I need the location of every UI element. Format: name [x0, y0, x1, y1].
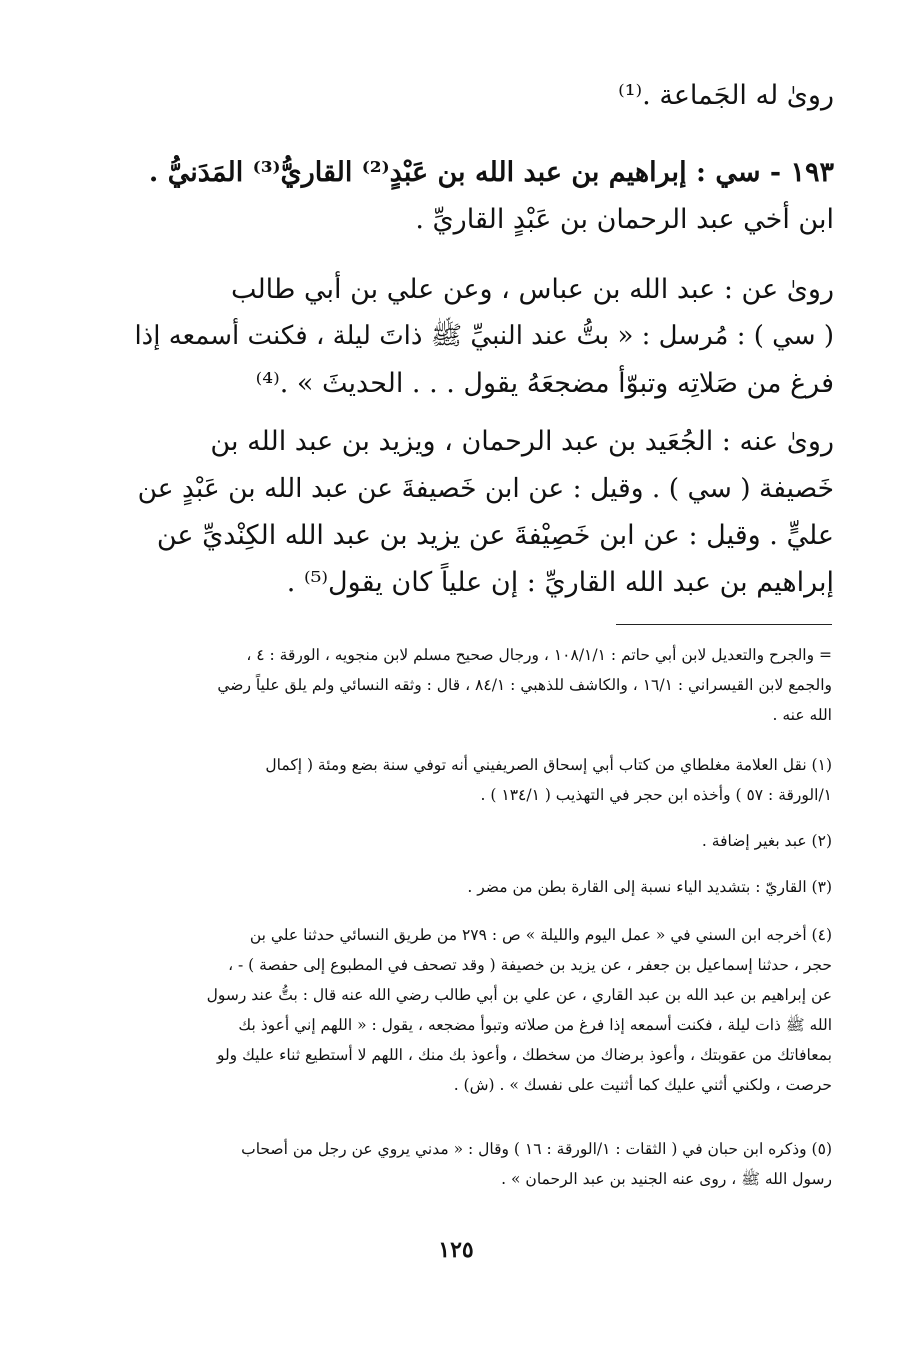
footnote-2	[136, 826, 832, 856]
footnote-line: بمعافاتك من عقوبتك ، وأعوذ برضاك من سخطك ، وأعوذ بك منك ، اللهم لا أستطيع ثناء عليك ولو	[216, 1046, 832, 1064]
text-line: عليٍّ . وقيل : عن ابن خَصِيْفةَ عن يزيد بن عبد الله الكِنْديِّ عن	[156, 520, 834, 551]
footnote-1	[136, 750, 832, 810]
footnote-line: (٢) عبد بغير إضافة .	[701, 832, 832, 850]
page-number: ١٢٥	[438, 1237, 474, 1263]
footnote-4	[136, 920, 832, 1100]
text-line: ( سي ) : مُرسل : « بتُّ عند النبيِّ ﷺ ذاتَ ليلة ، فكنت أسمعه إذا	[134, 321, 834, 351]
entry-subtitle-line: ابن أخي عبد الرحمان بن عَبْدٍ القاريِّ .	[415, 204, 834, 235]
footnote-line: عن إبراهيم بن عبد الله بن عبد القاري ، عن علي بن أبي طالب رضي الله عنه قال : بتُّ عند رسول	[206, 986, 832, 1004]
footnote-line: = والجرح والتعديل لابن أبي حاتم : ١٠٨/١/١ ، ورجال صحيح مسلم لابن منجويه ، الورقة : ٤ ،	[246, 646, 832, 664]
footnote-line: (١) نقل العلامة مغلطاي من كتاب أبي إسحاق الصريفيني أنه توفي سنة بضع ومئة ( إكمال	[265, 756, 832, 774]
text-line: فرغ من صَلاتِه وتبوّأ مضجعَهُ يقول . . . الحديثَ » .⁽⁴⁾	[255, 368, 834, 399]
footnote-5	[136, 1134, 832, 1194]
footnote-line: (٣) القاريّ : بتشديد الياء نسبة إلى القارة بطن من مضر .	[467, 878, 832, 896]
footnote-continuation	[136, 640, 832, 730]
top-line	[134, 72, 834, 119]
footnote-line: حجر ، حدثنا إسماعيل بن جعفر ، عن يزيد بن خصيفة ( وقد تصحف في المطبوع إلى حفصة ) - ،	[228, 956, 832, 974]
footnote-line: حرصت ، ولكني أثني عليك كما أثنيت على نفسك » . (ش) .	[453, 1076, 832, 1094]
text-line: روىٰ عن : عبد الله بن عباس ، وعن علي بن أبي طالب	[230, 274, 834, 305]
footnote-line: الله عنه .	[772, 706, 832, 724]
footnote-line: والجمع لابن القيسراني : ١٦/١ ، والكاشف للذهبي : ٨٤/١ ، قال : وثقه النسائي ولم يلق علياً رضي	[217, 676, 832, 694]
footnote-line: (٤) أخرجه ابن السني في « عمل اليوم والليلة » ص : ٢٧٩ من طريق النسائي حدثنا علي بن	[249, 926, 832, 944]
footnote-line: الله ﷺ ذات ليلة ، فكنت أسمعه إذا فرغ من صلاته وتبوأ مضجعه ، يقول : « اللهم إني أعوذ بك	[238, 1016, 832, 1034]
narrated-by-paragraph	[134, 418, 834, 606]
footnote-line: (٥) وذكره ابن حبان في ( الثقات : ١/الورقة : ١٦ ) وقال : « مدني يروي عن رجل من أصحاب	[241, 1140, 832, 1158]
text-line: روىٰ عنه : الجُعَيد بن عبد الرحمان ، ويزيد بن عبد الله بن	[210, 426, 834, 457]
footnote-line: ١/الورقة : ٥٧ ) وأخذه ابن حجر في التهذيب ( ١٣٤/١ ) .	[480, 786, 832, 804]
footnote-3	[136, 872, 832, 902]
footnote-line: رسول الله ﷺ ، روى عنه الجنيد بن عبد الرحمان » .	[501, 1170, 832, 1188]
text-line: روىٰ له الجَماعة .⁽¹⁾	[618, 80, 834, 111]
narrated-from-paragraph	[134, 266, 834, 407]
entry-title-line: ١٩٣ - سي : إبراهيم بن عبد الله بن عَبْدٍ⁽²⁾ القاريُّ⁽³⁾ المَدَنيُّ .	[148, 157, 834, 188]
footnote-separator	[616, 624, 832, 625]
text-line: خَصيفة ( سي ) . وقيل : عن ابن خَصيفةَ عن عبد الله بن عَبْدٍ عن	[137, 473, 834, 504]
text-line: إبراهيم بن عبد الله القاريِّ : إن علياً كان يقول⁽⁵⁾ .	[286, 567, 834, 598]
entry-heading	[134, 149, 834, 243]
